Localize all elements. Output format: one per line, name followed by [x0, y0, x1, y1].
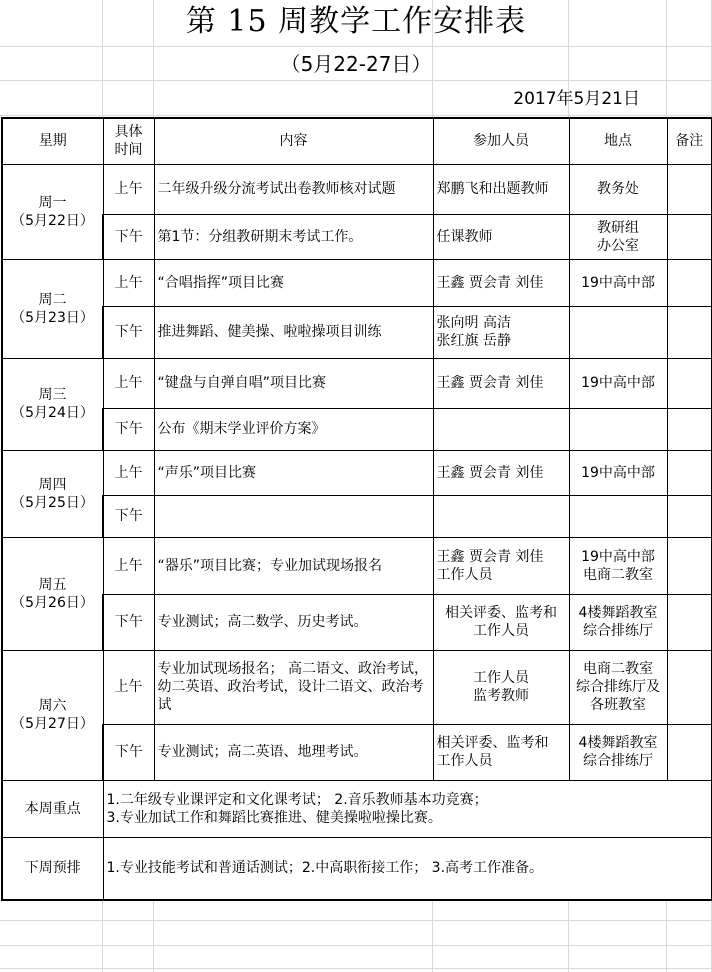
note-cell [667, 495, 712, 537]
time-cell: 上午 [103, 650, 154, 724]
location-cell [569, 495, 667, 537]
header-row [2, 118, 712, 164]
table-row [2, 164, 712, 214]
location-cell [569, 306, 667, 358]
time-cell: 上午 [103, 450, 154, 495]
weekday-cell: 周一 （5月22日） [2, 164, 103, 259]
header-participants: 参加人员 [433, 118, 569, 164]
table-row [2, 306, 712, 358]
table-row [2, 724, 712, 780]
note-cell [667, 650, 712, 724]
note-cell [667, 450, 712, 495]
content-cell: 第1节：分组教研期末考试工作。 [154, 214, 433, 259]
issue-date: 2017年5月21日 [513, 89, 640, 109]
content-cell: “合唱指挥”项目比赛 [154, 259, 433, 306]
time-cell: 上午 [103, 358, 154, 408]
time-cell: 下午 [103, 306, 154, 358]
participants-cell: 相关评委、监考和 工作人员 [433, 594, 569, 650]
table-row [2, 214, 712, 259]
next-week-text: 1.专业技能考试和普通话测试；2.中高职衔接工作； 3.高考工作准备。 [103, 837, 712, 900]
next-week-label: 下周预排 [2, 837, 103, 900]
table-row [2, 408, 712, 450]
note-cell [667, 408, 712, 450]
location-cell: 19中高中部 [569, 358, 667, 408]
time-cell: 下午 [103, 724, 154, 780]
location-cell: 教研组 办公室 [569, 214, 667, 259]
note-cell [667, 164, 712, 214]
table-row [2, 358, 712, 408]
header-time: 具体 时间 [103, 118, 154, 164]
focus-text: 1.二年级专业课评定和文化课考试； 2.音乐教师基本功竞赛； 3.专业加试工作和舞蹈比赛推进、健美操啦啦操比赛。 [103, 780, 712, 837]
content-cell: 专业测试；高二英语、地理考试。 [154, 724, 433, 780]
table-row [2, 594, 712, 650]
note-cell [667, 537, 712, 594]
participants-cell: 张向明 高洁 张红旗 岳静 [433, 306, 569, 358]
header-content: 内容 [154, 118, 433, 164]
header-weekday: 星期 [2, 118, 103, 164]
content-cell: 专业加试现场报名； 高二语文、政治考试，幼二英语、政治考试，设计二语文、政治考试 [154, 650, 433, 724]
participants-cell: 郑鹏飞和出题教师 [433, 164, 569, 214]
participants-cell: 王鑫 贾会青 刘佳 工作人员 [433, 537, 569, 594]
location-cell: 19中高中部 [569, 259, 667, 306]
content-cell: 专业测试；高二数学、历史考试。 [154, 594, 433, 650]
time-cell: 上午 [103, 164, 154, 214]
date-range-subtitle: （5月22-27日） [280, 52, 432, 76]
participants-cell [433, 495, 569, 537]
location-cell: 4楼舞蹈教室 综合排练厅 [569, 594, 667, 650]
note-cell [667, 724, 712, 780]
participants-cell: 任课教师 [433, 214, 569, 259]
table-row [2, 495, 712, 537]
table-row [2, 450, 712, 495]
schedule-table [1, 117, 712, 901]
location-cell: 19中高中部 [569, 450, 667, 495]
content-cell: 公布《期末学业评价方案》 [154, 408, 433, 450]
header-location: 地点 [569, 118, 667, 164]
location-cell: 教务处 [569, 164, 667, 214]
table-row [2, 259, 712, 306]
weekday-cell: 周三 （5月24日） [2, 358, 103, 450]
location-cell: 4楼舞蹈教室 综合排练厅 [569, 724, 667, 780]
focus-label: 本周重点 [2, 780, 103, 837]
note-cell [667, 214, 712, 259]
time-cell: 下午 [103, 594, 154, 650]
participants-cell: 相关评委、监考和 工作人员 [433, 724, 569, 780]
participants-cell: 王鑫 贾会青 刘佳 [433, 358, 569, 408]
weekday-cell: 周五 （5月26日） [2, 537, 103, 650]
time-cell: 上午 [103, 537, 154, 594]
content-cell [154, 495, 433, 537]
table-row [2, 537, 712, 594]
time-cell: 上午 [103, 259, 154, 306]
note-cell [667, 358, 712, 408]
weekday-cell: 周二 （5月23日） [2, 259, 103, 358]
weekday-cell: 周四 （5月25日） [2, 450, 103, 537]
page-title: 第 15 周教学工作安排表 [185, 4, 527, 39]
location-cell [569, 408, 667, 450]
focus-row [2, 780, 712, 837]
time-cell: 下午 [103, 495, 154, 537]
time-cell: 下午 [103, 214, 154, 259]
location-cell: 19中高中部 电商二教室 [569, 537, 667, 594]
content-cell: 推进舞蹈、健美操、啦啦操项目训练 [154, 306, 433, 358]
next-week-row [2, 837, 712, 900]
note-cell [667, 259, 712, 306]
location-cell: 电商二教室 综合排练厅及 各班教室 [569, 650, 667, 724]
content-cell: “键盘与自弹自唱”项目比赛 [154, 358, 433, 408]
content-cell: “器乐”项目比赛；专业加试现场报名 [154, 537, 433, 594]
content-cell: 二年级升级分流考试出卷教师核对试题 [154, 164, 433, 214]
participants-cell [433, 408, 569, 450]
table-row [2, 650, 712, 724]
note-cell [667, 594, 712, 650]
header-note: 备注 [667, 118, 712, 164]
weekday-cell: 周六 （5月27日） [2, 650, 103, 780]
time-cell: 下午 [103, 408, 154, 450]
participants-cell: 工作人员 监考教师 [433, 650, 569, 724]
participants-cell: 王鑫 贾会青 刘佳 [433, 259, 569, 306]
participants-cell: 王鑫 贾会青 刘佳 [433, 450, 569, 495]
content-cell: “声乐”项目比赛 [154, 450, 433, 495]
note-cell [667, 306, 712, 358]
